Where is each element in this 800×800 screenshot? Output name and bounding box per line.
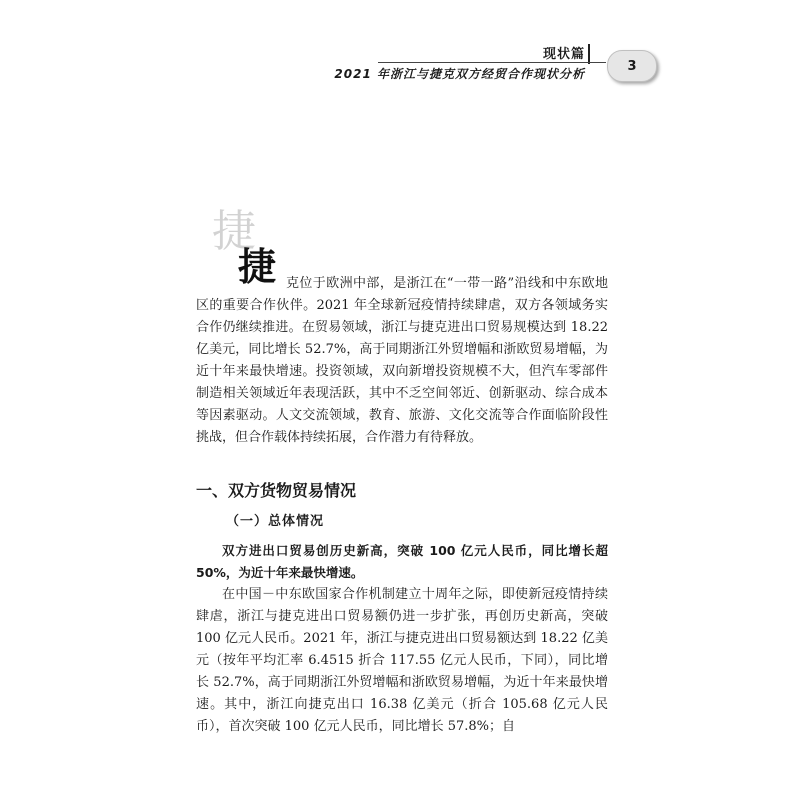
page-number-badge: 3 (607, 50, 657, 82)
body-paragraph: 在中国－中东欧国家合作机制建立十周年之际，即使新冠疫情持续肆虐，浙江与捷克进出口贸易额仍进一步扩张，再创历史新高，突破 100 亿元人民币。2021 年，浙江与捷克进出口贸易额达到 18.22 亿美元（按年平均汇率 6.4515 折合 117.55 亿元人民币，下同），同比增长 52.7%，高于同期浙江外贸增幅和浙欧贸易增幅，为近十年来最快增速。其中，浙江向捷克出口 16.38 亿美元（折合 105.68 亿元人民币），首次突破 100 亿元人民币，同比增长 57.8%；自 (196, 587, 608, 734)
running-header-section: 现状篇 (542, 47, 585, 62)
section-heading: 一、双方货物贸易情况 (196, 481, 357, 500)
header-divider (588, 44, 590, 64)
subsection-heading: （一）总体情况 (226, 514, 325, 529)
header-rule (378, 62, 606, 63)
dropcap-shadow: 捷 (212, 206, 256, 257)
lead-statement: 双方进出口贸易创历史新高，突破 100 亿元人民币，同比增长超 50%，为近十年来最快增速。 (196, 543, 608, 580)
dropcap: 捷 (238, 244, 277, 289)
intro-paragraph: 克位于欧洲中部，是浙江在“一带一路”沿线和中东欧地区的重要合作伙伴。2021 年全球新冠疫情持续肆虐，双方各领域务实合作仍继续推进。在贸易领域，浙江与捷克进出口贸易规模达到 18.22 亿美元，同比增长 52.7%，高于同期浙江外贸增幅和浙欧贸易增幅，为近十年来最快增速。投资领域，双向新增投资规模不大，但汽车零部件制造相关领域近年表现活跃，其中不乏空间邻近、创新驱动、综合成本等因素驱动。人文交流领域，教育、旅游、文化交流等合作面临阶段性挑战，但合作载体持续拓展，合作潜力有待释放。 (196, 276, 608, 445)
running-header-title: 2021 年浙江与捷克双方经贸合作现状分析 (334, 67, 585, 81)
